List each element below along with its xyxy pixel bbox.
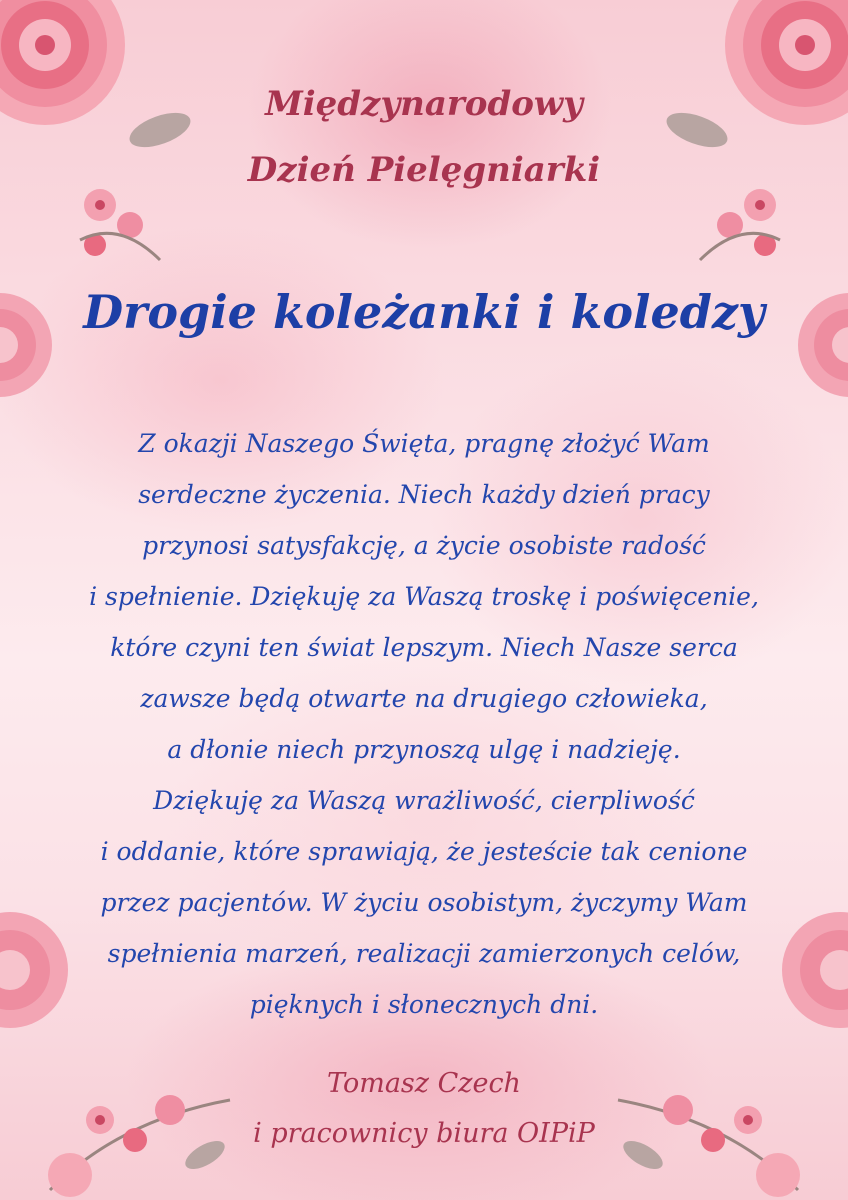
rose-flower-icon (70, 180, 170, 270)
message-line: pięknych i słonecznych dni. (249, 990, 599, 1019)
message-line: przez pacjentów. W życiu osobistym, życzymy Wam (100, 888, 748, 917)
message-line: Z okazji Naszego Święta, pragnę złożyć Wam (138, 429, 710, 458)
card-title-line2: Dzień Pielęgniarki (247, 150, 601, 190)
greeting-heading: Drogie koleżanki i koledzy (83, 285, 765, 339)
message-body (20, 418, 828, 1030)
message-line: serdeczne życzenia. Niech każdy dzień pracy (138, 480, 710, 509)
message-line: przynosi satysfakcję, a życie osobiste radość (142, 531, 706, 560)
card-title-line1: Międzynarodowy (265, 84, 583, 124)
signature-organization: i pracownicy biura OIPiP (253, 1118, 595, 1149)
rose-flower-icon (680, 180, 790, 270)
message-line: zawsze będą otwarte na drugiego człowieka, (140, 684, 708, 713)
message-line: i oddanie, które sprawiają, że jesteście tak cenione (100, 837, 748, 866)
signature-name: Tomasz Czech (327, 1068, 521, 1099)
message-line: a dłonie niech przynoszą ulgę i nadzieję. (167, 735, 681, 764)
message-line: które czyni ten świat lepszym. Niech Nasze serca (110, 633, 738, 662)
message-line: i spełnienie. Dziękuję za Waszą troskę i poświęcenie, (89, 582, 759, 611)
message-line: spełnienia marzeń, realizacji zamierzonych celów, (107, 939, 741, 968)
message-line: Dziękuję za Waszą wrażliwość, cierpliwość (153, 786, 695, 815)
